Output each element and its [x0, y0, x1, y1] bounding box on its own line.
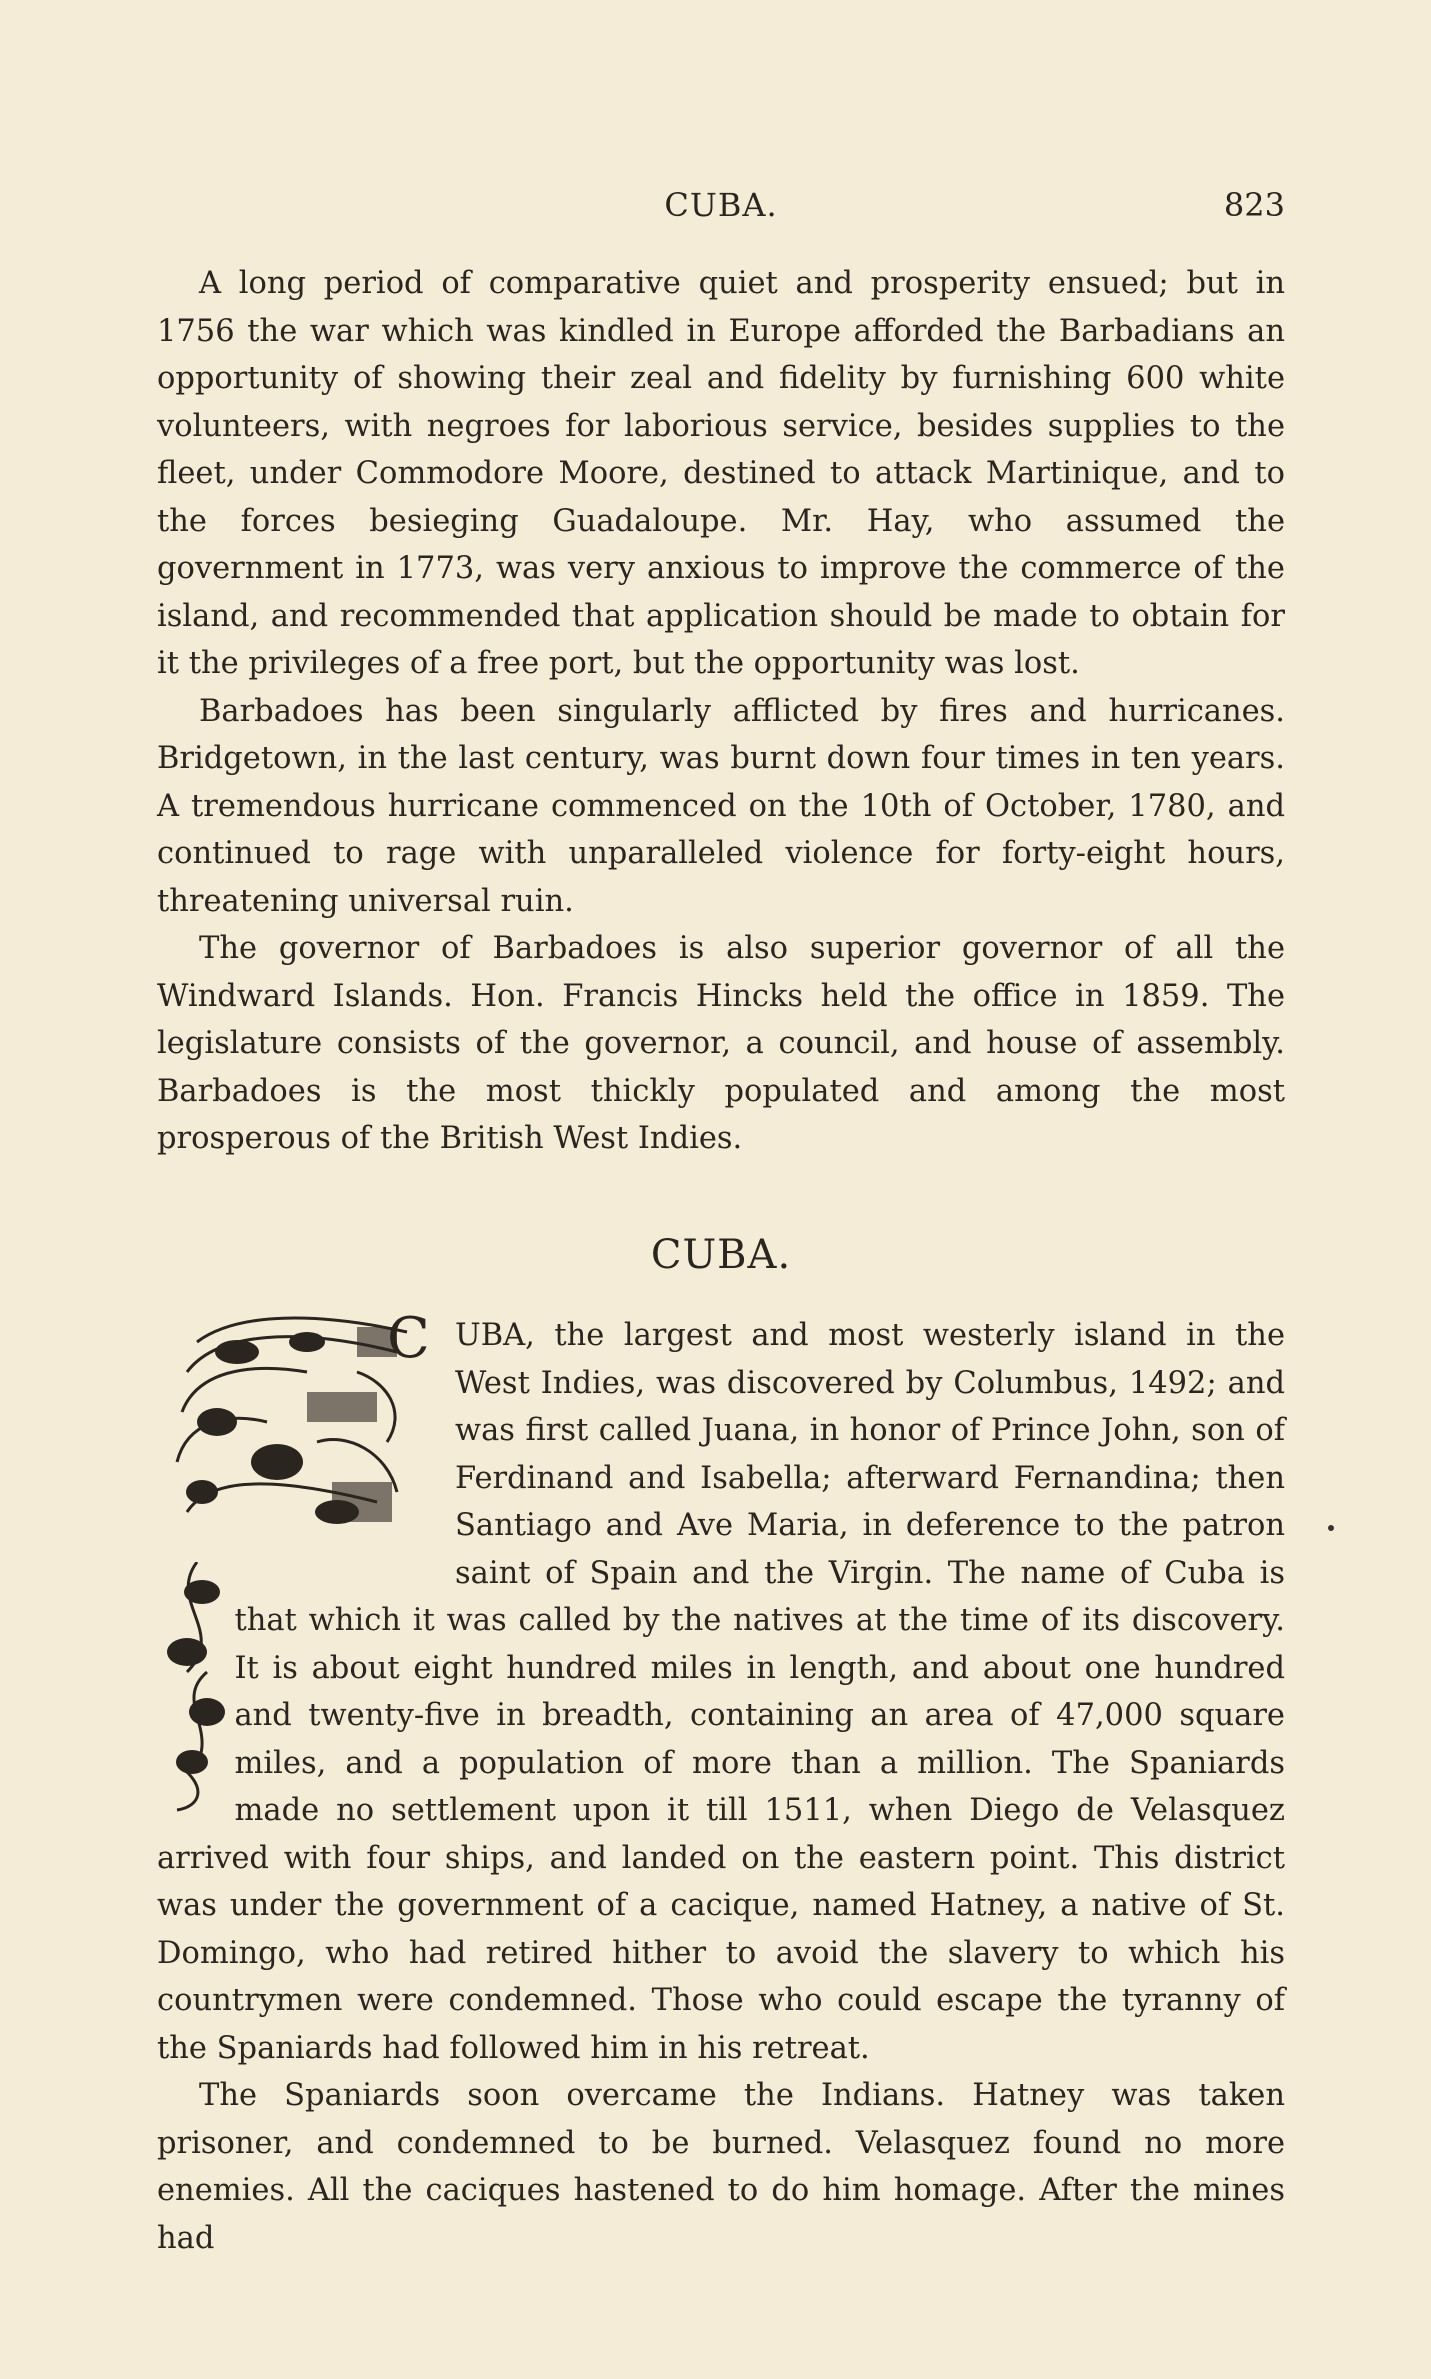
ornament-upper-icon: [157, 1312, 447, 1562]
paragraph: The Spaniards soon overcame the Indians. Hatney was taken prisoner, and condemned to be burned. Velasquez found no more enemies. All the caciques hastened to do him homage. After the mines had: [157, 2078, 1285, 2256]
margin-dot: [1328, 1525, 1334, 1531]
paragraph: A long period of comparative quiet and prosperity ensued; but in 1756 the war which was kindled in Europe afforded the Barbadians an opportunity of showing their zeal and fidelity by furnishing 600 white volunteers, with negroes for laborious service, besides supplies to the fleet, under Commodore Moore, destined to attack Martinique, and to the forces besieging Guadaloupe. Mr. Hay, who assumed the government in 1773, was very anxious to improve the commerce of the island, and recommended that application should be made to obtain for it the privileges of a free port, but the opportunity was lost.: [157, 266, 1285, 681]
paragraph: Barbadoes has been singularly afflicted by fires and hurricanes. Bridgetown, in the last century, was burnt down four times in ten years. A tremendous hurricane commenced on the 10th of October, 1780, and continued to rage with unparalleled violence for forty-eight hours, threatening universal ruin.: [157, 693, 1285, 919]
section-text: [157, 1312, 1285, 2262]
decorative-initial-c-icon: [157, 1312, 447, 1812]
running-title: CUBA.: [664, 186, 778, 224]
dropcap-letter: C: [387, 1312, 430, 1371]
paragraph: UBA, the largest and most westerly island in the West Indies, was discovered by Columbus, 1492; and was first called Juana, in honor of Prince John, son of Ferdinand and Isabella; afterward Fernandina; then Santiago and Ave Maria, in deference to the patron saint of Spain and the Virgin. The name of Cuba is that which it was called by the natives at the time of its discovery. It is about eight hundred miles in length, and about one hundred and twenty-five in breadth, containing an area of 47,000 square miles, and a population of more than a million. The Spaniards made no settlement upon it till 1511, when Diego de Velasquez arrived with four ships, and landed on the eastern point. This district was under the government of a cacique, named Hatney, a native of St. Domingo, who had retired hither to avoid the slavery to which his countrymen were condemned. Those who could escape the tyranny of the Spaniards had followed him in his retreat.: [157, 1318, 1285, 2066]
previous-section-text: [157, 260, 1285, 1163]
page-number: 823: [1223, 186, 1285, 224]
section-heading: CUBA.: [650, 1232, 792, 1278]
running-head: [157, 186, 1285, 236]
paragraph: The governor of Barbadoes is also superior governor of all the Windward Islands. Hon. Francis Hincks held the office in 1859. The legislature consists of the governor, a council, and house of assembly. Barbadoes is the most thickly populated and among the most prosperous of the British West Indies.: [157, 931, 1285, 1156]
ornament-lower-icon: [157, 1562, 237, 1812]
